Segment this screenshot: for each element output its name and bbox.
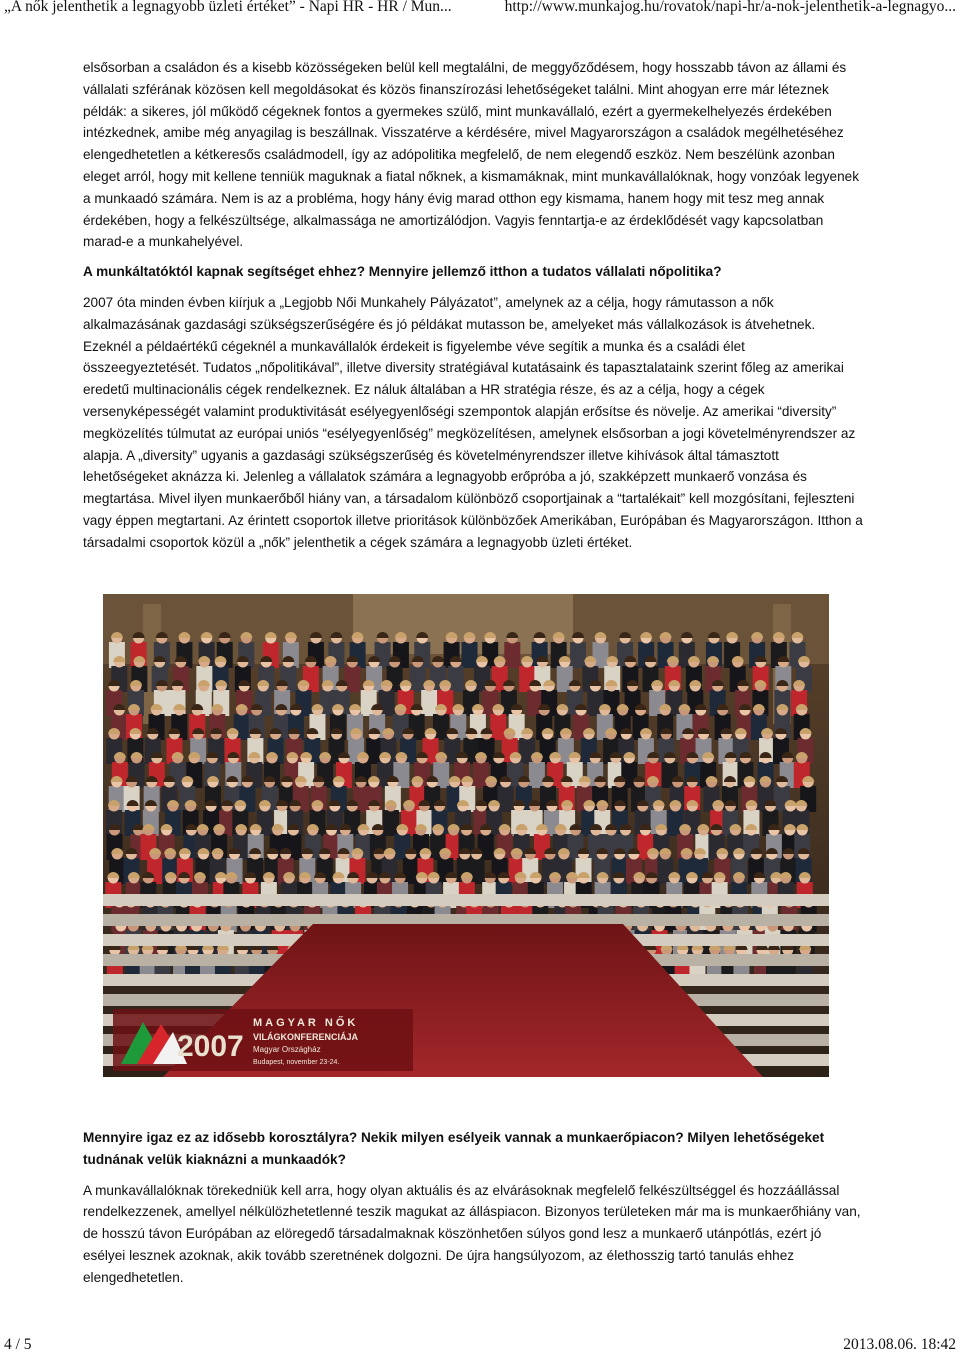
page-title: „A nők jelenthetik a legnagyobb üzleti értéket” - Napi HR - HR / Mun... [4, 0, 452, 15]
article-body-bottom [83, 1127, 863, 1289]
print-header [0, 0, 960, 18]
page-url: http://www.munkajog.hu/rovatok/napi-hr/a-nok-jelenthetik-a-legnagyo... [504, 0, 956, 15]
print-datetime: 2013.08.06. 18:42 [843, 1336, 956, 1353]
page-number: 4 / 5 [4, 1336, 32, 1353]
paragraph-1: elsősorban a családon és a kisebb közösségeken belül kell megtalálni, de meggyőződésem, hogy hosszabb távon az állami és vállalati szférának közösen kell megoldásokat és közös finanszírozási lehetőségeket találni. Mint ahogyan erre már léteznek példák: a sikeres, jól működő cégeknek fontos a gyermekes szülő, mint munkavállaló, ezért a gyermekelhelyezés érdekében intézkednek, amibe még anyagilag is beszállnak. Visszatérve a kérdésére, mivel Magyarországon a családok megélhetéséhez elengedhetetlen a kétkeresős családmodell, így az adópolitika megfelelő, de nem elegendő eszköz. Nem beszélünk azonban eleget arról, hogy mit kellene tenniük maguknak a fiatal nőknek, a kismamáknak, mint munkavállalóknak, hogy vonzóak legyenek a munkaadó számára. Nem is az a probléma, hogy hány évig marad otthon egy kismama, hanem hogy mit tesz meg annak érdekében, hogy a felkészültsége, alkalmassága ne amortizálódjon. Vagyis fenntartja-e az érdeklődését vagy kapcsolatban marad-e a munkahelyével. [83, 60, 860, 250]
banner-line-3: Magyar Országház [253, 1045, 321, 1054]
question-1: A munkáltatóktól kapnak segítséget ehhez? Mennyire jellemző itthon a tudatos vállalati nőpolitika? [83, 264, 722, 280]
banner-line-2: VILÁGKONFERENCIÁJA [253, 1032, 359, 1042]
paragraph-3: A munkavállalóknak törekedniük kell arra, hogy olyan aktuális és az elvárásoknak megfelelő felkészültséggel és hozzáállással rendelkezzenek, amellyel nélkülözhetetlenné teszik magukat az álláspiacon. Bizonyos területeken már ma is munkaerőhiány van, de hosszú távon Európában az elöregedő társadalmaknak köszönhetően súlyos gond lesz a munkaerő utánpótlás, ezért jó esélyei lesznek azoknak, akik tovább szeretnének dolgozni. De újra hangsúlyozom, az élethosszig tartó tanulás ehhez elengedhetetlen. [83, 1182, 861, 1285]
paragraph-2: 2007 óta minden évben kiírjuk a „Legjobb Női Munkahely Pályázatot”, amelynek az a célja, hogy rámutasson a nők alkalmazásának gazdasági szükségszerűségére és jó példákat mutasson be, amelyeket más vállalkozások is átvehetnek. Ezeknél a példaértékű cégeknél a munkavállalók érdekeit is figyelembe véve segítik a munka és a családi élet összeegyeztetését. Tudatos „nőpolitikával”, illetve diversity stratégiával kutatásaink és tapasztalataink szerint főleg az amerikai eredetű multinacionális cégek rendelkeznek. Ez náluk általában a HR stratégia része, és az a célja, hogy a cégek versenyképességét valamint produktivitását esélyegyenlőségi szempontok alapján erősítse és növelje. Az amerikai “diversity” megközelítés túlmutat az európai uniós “esélyegyenlőség” megközelítésen, amelynek elsősorban a jogi követelményrendszer az alapja. A „diversity” ugyanis a gazdasági szükségszerűség és követelményrendszer illetve kihívások által támasztott lehetőségeket aknázza ki. Jelenleg a vállalatok számára a legnagyobb erőpróba a jó, szakképzett munkaerő vonzása és megtartása. Mivel ilyen munkaerőből hiány van, a társadalom különböző csoportjainak a “tartalékait” kell mozgósítani, fejleszteni vagy éppen megtartani. Az érintett csoportok illetve prioritások különbözőek Amerikában, Európában és Magyarországon. Itthon a társadalmi csoportok közül a „nők” jelenthetik a cégek számára a legnagyobb üzleti értéket. [83, 294, 863, 550]
article-body-top [83, 57, 863, 554]
group-photo-illustration [103, 594, 829, 1077]
question-2: Mennyire igaz ez az idősebb korosztályra? Nekik milyen esélyeik vannak a munkaerőpiacon? Milyen lehetőségeket tudnának velük kiaknázni a munkaadók? [83, 1130, 825, 1167]
banner-year: 2007 [177, 1030, 244, 1063]
conference-banner [113, 1009, 413, 1071]
banner-line-4: Budapest, november 23-24. [253, 1059, 340, 1066]
group-photo [103, 594, 829, 1077]
banner-line-1: MAGYAR NŐK [253, 1017, 359, 1029]
